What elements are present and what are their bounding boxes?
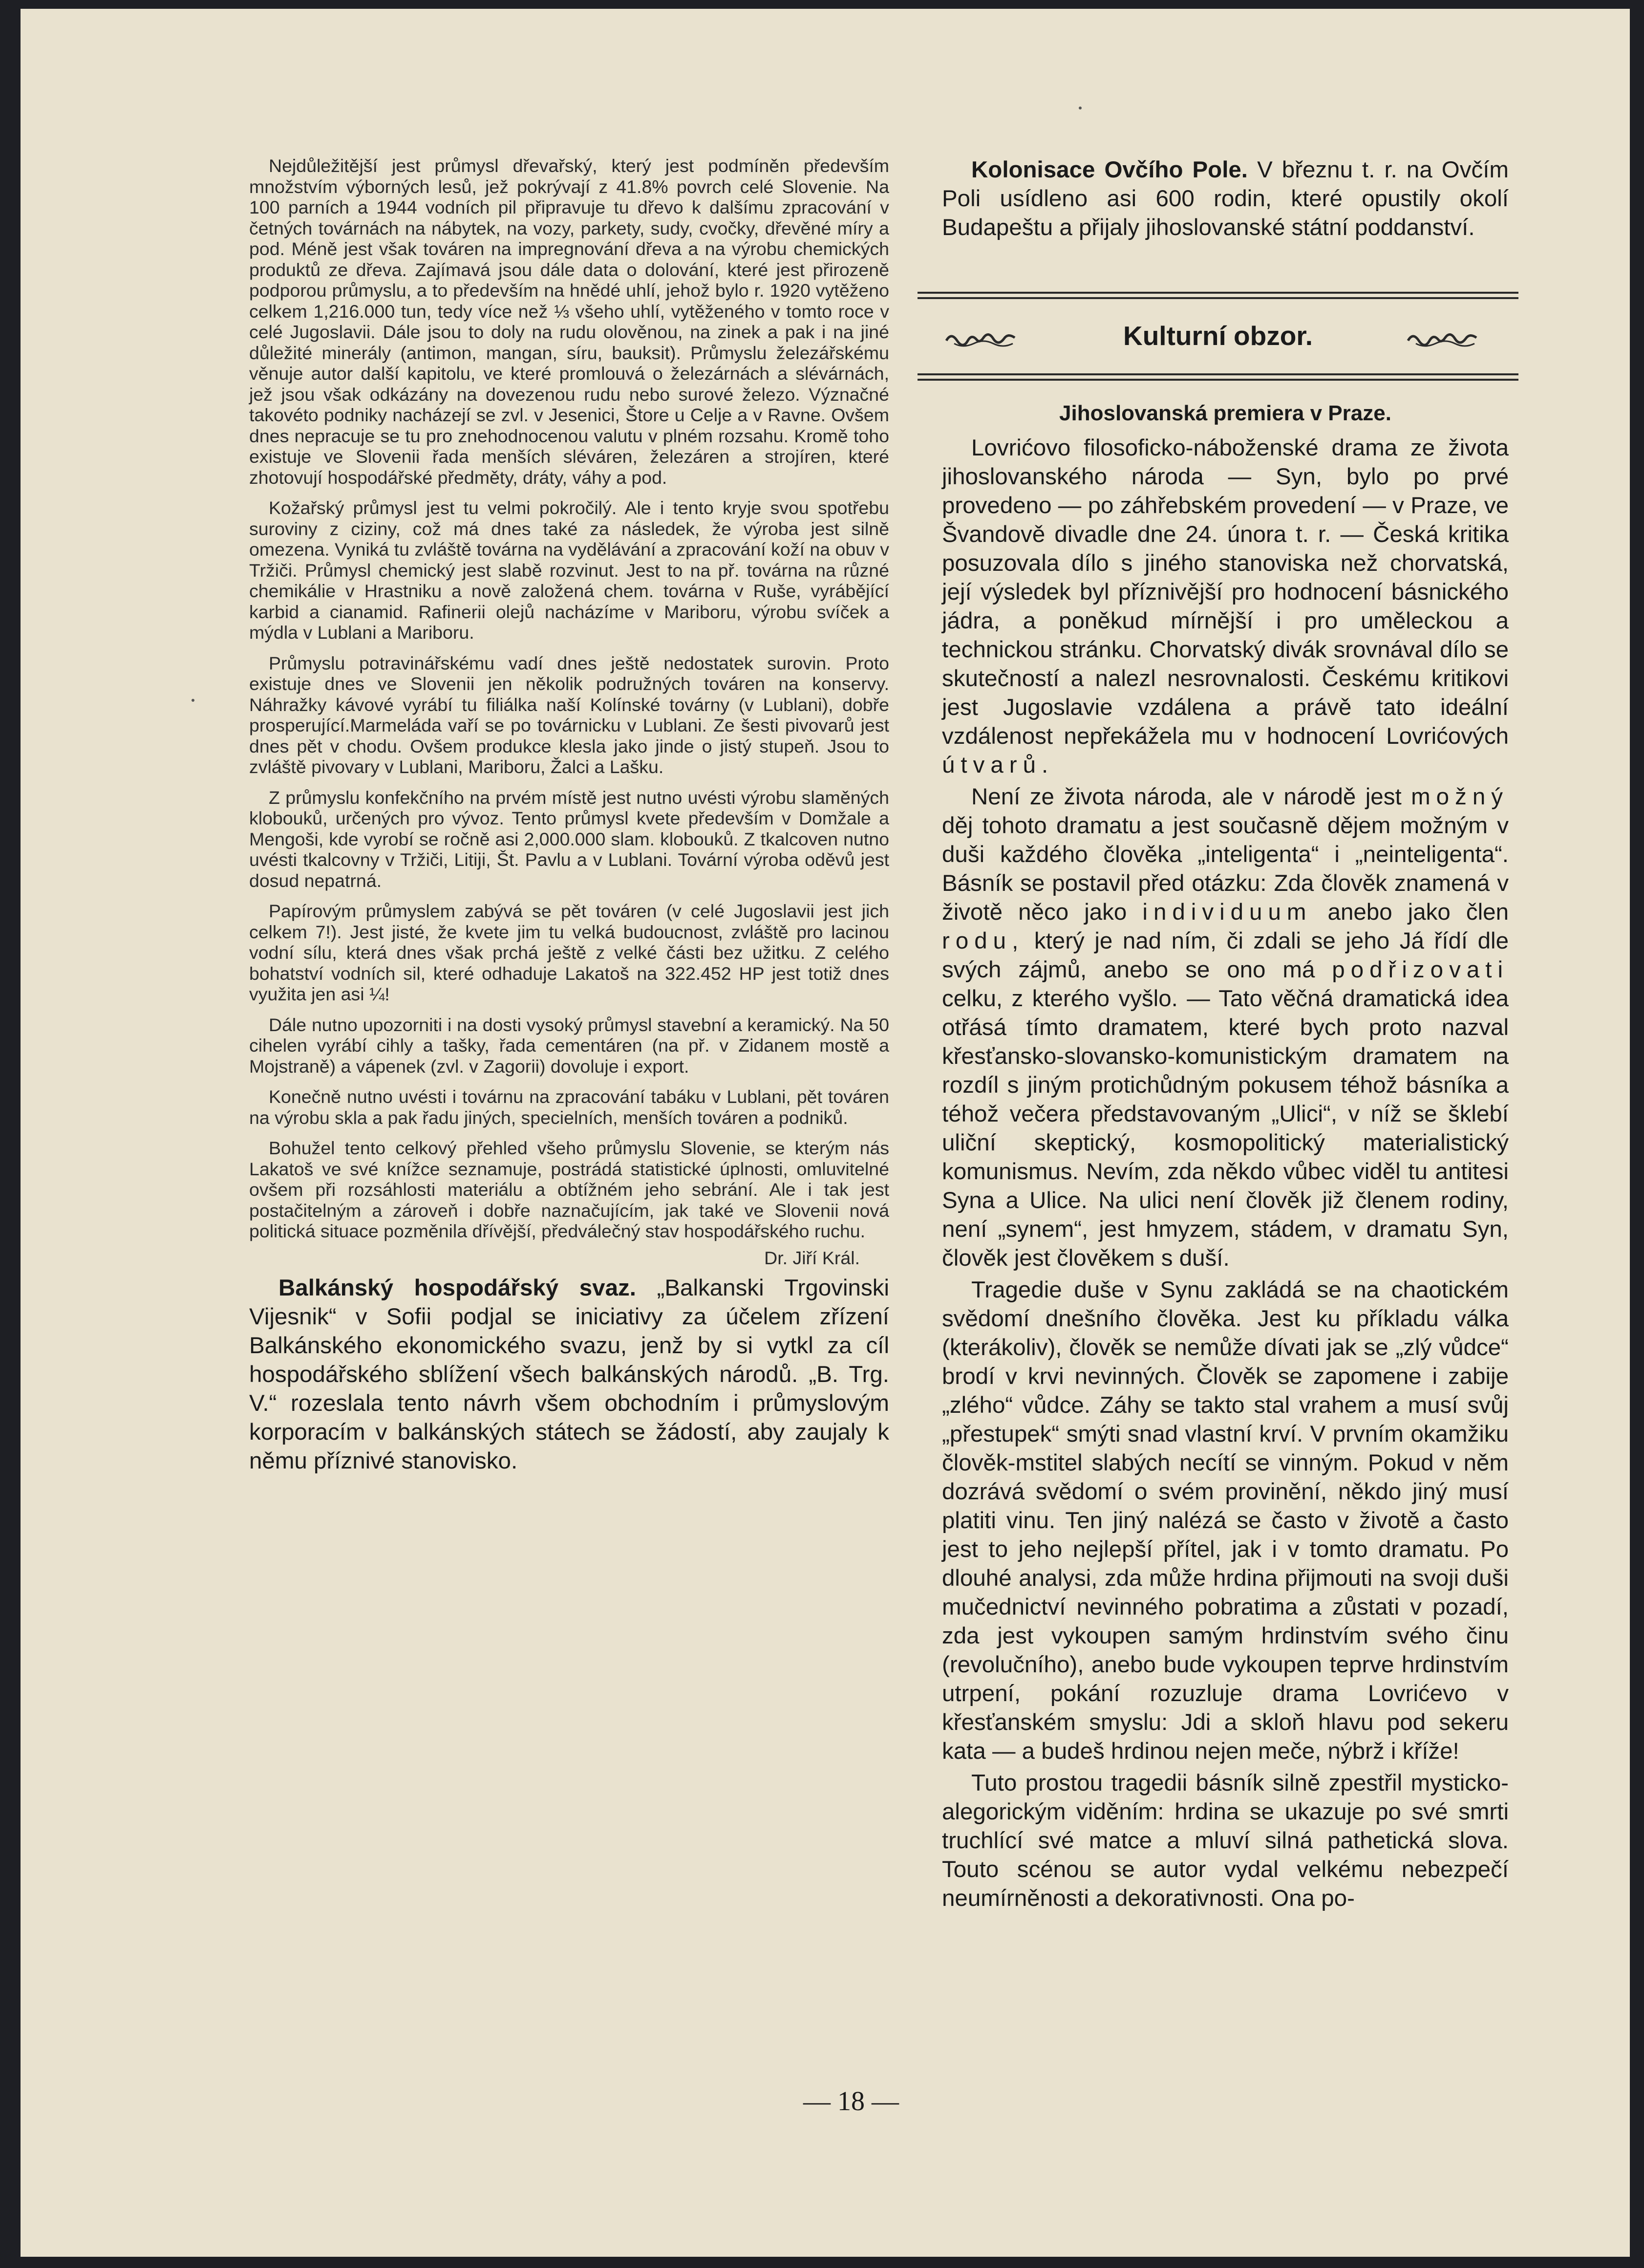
left-column: [249, 155, 889, 1478]
paragraph-food-industry: Průmyslu potravinářskému vadí dnes ještě nedostatek surovin. Proto existuje dnes ve Slovenii jen několik podružných továren na konservy. Náhražky kávové vyrábí tu filiálka naší Kolínské továrny (v Lublani), dobře prosperující.Marmeláda vaří se po továrnicku v Lublani. Ze šesti pivovarů jest dnes pět v chodu. Ovšem produkce klesla jako jinde o jistý stupeň. Jsou to zvláště pivovary v Lublani, Mariboru, Žalci a Lašku.: [249, 652, 889, 777]
paragraph-summary: Bohužel tento celkový přehled všeho průmyslu Slovenie, se kterým nás Lakatoš ve své knížce seznamuje, postrádá statistické úplnosti, omluvitelné ovšem při rozsáhlosti materiálu a obtížném jeho sebrání. Ale i tak jest postačitelným a zároveň i dobře naznačujícím, jak také ve Slovenii nová politická situace pozměnila dřívější, předválečný stav hospodářského ruchu.: [249, 1138, 889, 1241]
balkan-text: „Balkanski Trgovinski Vijesnik“ v Sofii podjal se iniciativy za účelem zřízení Balkánského ekonomického svazu, jenž by si vytkl za cíl hospodářského sblížení všech balkánských národů. „B. Trg. V.“ rozeslala tento návrh všem obchodním i průmyslovým korporacím v balkánských státech se žádostí, aby zaujaly k němu příznivé stanovisko.: [249, 1274, 890, 1474]
scanned-page: [21, 9, 1630, 2257]
colonisation-heading: Kolonisace Ovčího Pole.: [971, 157, 1248, 183]
spaced-emphasis: útvarů.: [942, 752, 1054, 778]
article-title: Jihoslovanská premiera v Praze.: [1059, 401, 1391, 425]
section-banner: [918, 292, 1518, 385]
right-column: [942, 155, 1509, 1916]
spaced-emphasis: podřizovati: [1332, 957, 1509, 983]
spaced-emphasis: individuum: [1142, 899, 1312, 925]
article-body: [942, 433, 1509, 1913]
paragraph-building-industry: Dále nutno upozorniti i na dosti vysoký průmysl stavební a keramický. Na 50 cihelen vyrábí cihly a tašky, řada cementáren (na př. v Zidanem mostě a Mojstraně) a vápenek (zvl. v Zagorii) dovoluje i export.: [249, 1014, 889, 1077]
ink-speck: [1079, 107, 1082, 109]
article-paragraph: Není ze života národa, ale v národě jest možný děj tohoto dramatu a jest současně dějem možným v duši každého člověka „inteligenta“ i „neinteligenta“. Básník se postavil před otázku: Zda člověk znamená v životě něco jako individuum anebo jako člen rodu, který je nad ním, či zdali se jeho Já řídí dle svých zájmů, anebo se ono má podřizovati celku, z kterého vyšlo. — Tato věčná dramatická idea otřásá tímto dramatem, které bych proto nazval křesťansko-slovansko-komunistickým dramatem na rozdíl s jiným protichůdným pokusem téhož básníka a téhož večera představovaným „Ulici“, v níž se šklebí uliční skeptický, kosmopolitický materialistický komunismus. Nevím, zda někdo vůbec viděl tu antitesi Syna a Ulice. Na ulici není člověk již členem rodiny, není „synem“, jest hmyzem, stádem, v dramatu Syn, člověk jest člověkem s duší.: [942, 784, 1509, 1271]
colonisation-note: [942, 155, 1509, 242]
paragraph-tobacco-industry: Konečně nutno uvésti i továrnu na zpracování tabáku v Lublani, pět továren na výrobu skla a pak řadu jiných, specielních, menších továren a podniků.: [249, 1086, 889, 1128]
paragraph-wood-industry: Nejdůležitější jest průmysl dřevařský, který jest podmíněn především množstvím výborných lesů, jež pokrývají z 41.8% povrch celé Slovenie. Na 100 parních a 1944 vodních pil připravuje tu dřevo k dalšímu zpracování v četných továrnách na nábytek, na vozy, parkety, sudy, cvočky, dřevěné míry a pod. Méně jest však továren na impregnování dřeva a na výrobu chemických produktů ze dřeva. Zajímavá jsou dále data o dolování, které jest přirozeně podporou průmyslu, a to především na hnědé uhlí, jehož bylo r. 1920 vytěženo celkem 1,216.000 tun, tedy více než ⅓ všeho uhlí, vytěženého v tomto roce v celé Jugoslavii. Dále jsou to doly na rudu olověnou, na zinek a pak i na jiné důležité minerály (antimon, mangan, síru, bauksit). Průmyslu železářskému věnuje autor další kapitolu, ve které promlouvá o železárnách a slévárnách, jež jsou však odkázány na dovezenou rudu nebo surové železo. Význačné takovéto podniky nacházejí se zvl. v Jesenici, Štore u Celje a v Ravne. Ovšem dnes nepracuje se tu pro znehodnocenou valutu v plném rozsahu. Kromě toho existuje ve Slovenii řada menších sléváren, železáren a strojíren, které zhotovují hospodářské předměty, dráty, váhy a pod.: [249, 155, 889, 488]
paragraph-clothing-industry: Z průmyslu konfekčního na prvém místě jest nutno uvésti výrobu slaměných klobouků, určených pro vývoz. Tento průmysl kvete především v Domžale a Mengoši, kde vyrobí se ročně asi 2,000.000 slam. klobouků. Z tkalcoven nutno uvésti tkalcovny v Tržiči, Litiji, Št. Pavlu a v Lublani. Tovární výroba oděvů jest dosud nepatrná.: [249, 787, 889, 891]
paragraph-paper-industry: Papírovým průmyslem zabývá se pět továren (v celé Jugoslavii jest jich celkem 7!). Jest jisté, že kvete jim tu velká budoucnost, zvláště pro lacinou vodní sílu, která dnes však prchá ještě z velké části bez užitku. Z celého bohatství vodních sil, které odhaduje Lakatoš na 322.452 HP jest totiž dnes využita jen asi ¼!: [249, 901, 889, 1004]
spaced-emphasis: možný: [1411, 784, 1509, 810]
article-paragraph: Tuto prostou tragedii básník silně zpestřil mysticko-alegorickým viděním: hrdina se ukazuje po své smrti truchlící své matce a mluví silná pathetická slova. Touto scénou se autor vydal velkému nebezpečí neumírněnosti a dekorativnosti. Ona po-: [942, 1770, 1509, 1911]
scroll-ornament-icon: [1406, 328, 1479, 349]
paragraph-leather-industry: Kožařský průmysl jest tu velmi pokročilý. Ale i tento kryje svou spotřebu suroviny z ciziny, což má dnes také za následek, že výroba jest silně omezena. Vyniká tu zvláště továrna na vydělávání a zpracování koží na obuv v Tržiči. Průmysl chemický jest slabě rozvinut. Jest to na př. továrna na různé chemikálie v Hrastniku a nově založená chem. továrna v Ruše, vyrábějící karbid a cianamid. Rafinerii olejů nacházíme v Mariboru, výrobu svíček a mýdla v Lublani a Mariboru.: [249, 497, 889, 643]
article-paragraph: Lovrićovo filosoficko-náboženské drama ze života jihoslovanského národa — Syn, bylo po prvé provedeno — po záhřebském provedení — v Praze, ve Švandově divadle dne 24. února t. r. — Česká kritika posuzovala dílo s jiného stanoviska než chorvatská, její výsledek byl příznivější pro hodnocení básnického jádra, a poněkud mírnější i pro uměleckou a technickou stránku. Chorvatský divák srovnával dílo se skutečností a nalezl nesrovnalosti. Českému kritikovi jest Jugoslavie vzdálena a právě tato ideální vzdálenost nepřekážela mu v hodnocení Lovrićových útvarů.: [942, 435, 1509, 778]
spaced-emphasis: rodu,: [942, 928, 1025, 954]
article-paragraph: Tragedie duše v Synu zakládá se na chaotickém svědomí dnešního člověka. Jest ku příkladu válka (kterákoliv), člověk se nemůže dívati jak se „zlý vůdce“ brodí v krvi nevinných. Člověk se zapomene i zabije „zlého“ vůdce. Záhy se takto stal vrahem a musí svůj „přestupek“ smýti snad vlastní krví. V prvním okamžiku člověk-mstitel slabých necítí se vinným. Pokud v něm dozrává svědomí o svém provinění, někdo jiný musí platiti vinu. Ten jiný nalézá se často v životě a často jest to jeho nejlepší přítel, jak i v tomto dramatu. Po dlouhé analysi, zda může hrdina přijmouti na svoji duši mučednictví nevinného pobratima a zůstati v pozadí, zda jest vykoupen samým hrdinstvím svého činu (revolučního), anebo bude vykoupen teprve hrdinstvím utrpení, pokání rozuzluje drama Lovrićevo v křesťanském smyslu: Jdi a skloň hlavu pod sekeru kata — a budeš hrdinou nejen meče, nýbrž i kříže!: [942, 1277, 1509, 1764]
banner-rule-bottom-inner: [918, 373, 1518, 375]
banner-rule-bottom: [918, 379, 1518, 381]
section-title: Kulturní obzor.: [1123, 321, 1313, 351]
author-signature: Dr. Jiří Král.: [764, 1247, 860, 1268]
ink-speck: [192, 699, 194, 702]
balkan-note: [249, 1274, 889, 1475]
banner-rule-top: [918, 292, 1518, 294]
balkan-heading: Balkánský hospodářský svaz.: [278, 1274, 636, 1301]
banner-rule-top-inner: [918, 297, 1518, 299]
page-number: — 18 —: [803, 2086, 899, 2117]
colonisation-text: V březnu t. r. na Ovčím Poli usídleno asi 600 rodin, které opustily okolí Budapeštu a přijaly jihoslovanské státní poddanství.: [942, 157, 1509, 240]
industry-report: [249, 155, 889, 1242]
